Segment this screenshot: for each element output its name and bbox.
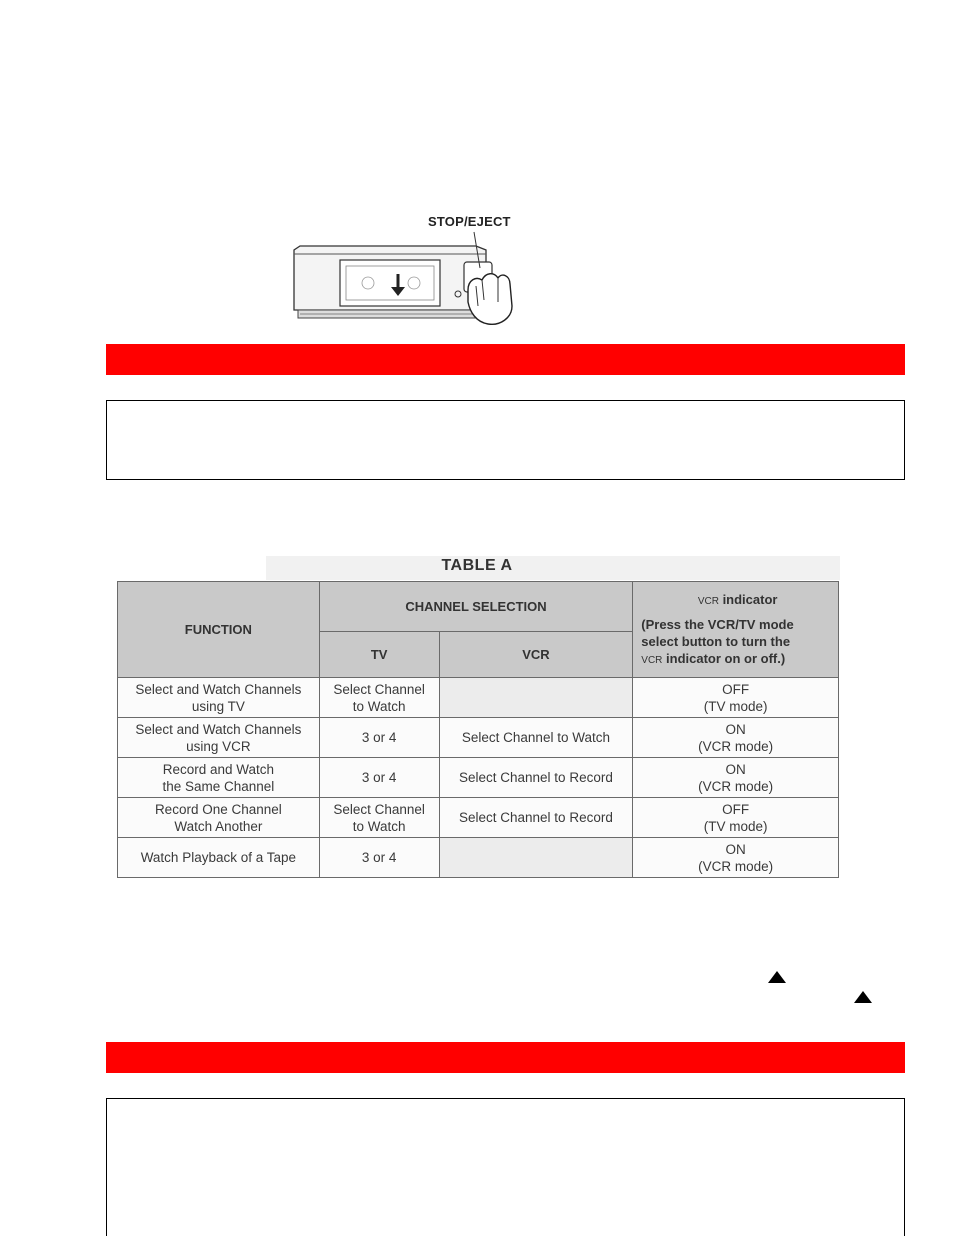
tv-cell: 3 or 4	[319, 838, 439, 878]
vcr-cell: Select Channel to Watch	[439, 718, 633, 758]
section-header-bar	[106, 344, 905, 375]
stop-eject-label: STOP/EJECT	[428, 214, 511, 229]
indicator-line-1: ON	[725, 721, 746, 737]
indicator-note-3: indicator on or off.)	[666, 650, 786, 666]
function-cell: Watch Playback of a Tape	[118, 838, 320, 878]
indicator-line-1: ON	[725, 761, 746, 777]
indicator-line-1: ON	[725, 841, 746, 857]
tv-cell	[319, 758, 439, 798]
channel-selection-table	[117, 581, 839, 878]
indicator-cell	[633, 758, 839, 798]
function-cell	[118, 678, 320, 718]
function-line-1: Record One Channel	[154, 801, 282, 817]
function-line-2: using TV	[191, 698, 245, 714]
function-header: FUNCTION	[118, 582, 320, 678]
vcr-cell	[439, 678, 633, 718]
indicator-cell	[633, 678, 839, 718]
channel-selection-header: CHANNEL SELECTION	[319, 582, 633, 632]
function-line-2: using VCR	[186, 738, 251, 754]
tv-line-1: 3 or 4	[361, 770, 397, 785]
table-row	[118, 718, 839, 758]
note-box	[106, 1098, 905, 1236]
vcr-cell	[439, 838, 633, 878]
vcr-header: VCR	[439, 632, 633, 678]
table-row	[118, 838, 839, 878]
tv-line-2: to Watch	[352, 818, 406, 834]
indicator-note-1: (Press the VCR/TV mode	[641, 616, 794, 632]
function-cell	[118, 798, 320, 838]
vcr-eject-illustration	[290, 210, 530, 328]
up-triangle-icon	[768, 971, 786, 983]
vcr-indicator-header	[633, 582, 839, 678]
indicator-line-1: OFF	[722, 681, 750, 697]
function-cell	[118, 758, 320, 798]
tv-cell	[319, 718, 439, 758]
indicator-line-2: (TV mode)	[703, 818, 768, 834]
tv-line-2: to Watch	[352, 698, 406, 714]
function-line-1: Record and Watch	[162, 761, 275, 777]
vcr-cell: Select Channel to Record	[439, 758, 633, 798]
function-cell	[118, 718, 320, 758]
tv-cell	[319, 678, 439, 718]
table-row	[118, 798, 839, 838]
indicator-line-2: (TV mode)	[703, 698, 768, 714]
indicator-note-vcr-small: VCR	[641, 654, 663, 666]
indicator-note-2: select button to turn the	[641, 633, 791, 649]
table-title: TABLE A	[441, 557, 513, 574]
indicator-cell	[633, 718, 839, 758]
tv-cell	[319, 798, 439, 838]
note-box	[106, 400, 905, 480]
indicator-line-1: OFF	[722, 801, 750, 817]
vcr-cell: Select Channel to Record	[439, 798, 633, 838]
indicator-cell	[633, 798, 839, 838]
indicator-title: indicator	[722, 591, 778, 607]
up-triangle-icon	[854, 991, 872, 1003]
indicator-line-2: (VCR mode)	[698, 738, 774, 754]
indicator-line-2: (VCR mode)	[698, 858, 774, 874]
tv-line-1: Select Channel	[333, 801, 425, 817]
table-row	[118, 678, 839, 718]
indicator-cell	[633, 838, 839, 878]
function-line-1: Select and Watch Channels	[135, 721, 302, 737]
section-header-bar	[106, 1042, 905, 1073]
tv-line-1: 3 or 4	[361, 730, 397, 745]
tv-header: TV	[319, 632, 439, 678]
indicator-line-2: (VCR mode)	[698, 778, 774, 794]
tv-line-1: Select Channel	[333, 681, 425, 697]
function-line-2: the Same Channel	[162, 778, 275, 794]
function-line-1: Select and Watch Channels	[135, 681, 302, 697]
function-line-2: Watch Another	[174, 818, 263, 834]
vcr-small-label: VCR	[697, 595, 719, 607]
table-row	[118, 758, 839, 798]
